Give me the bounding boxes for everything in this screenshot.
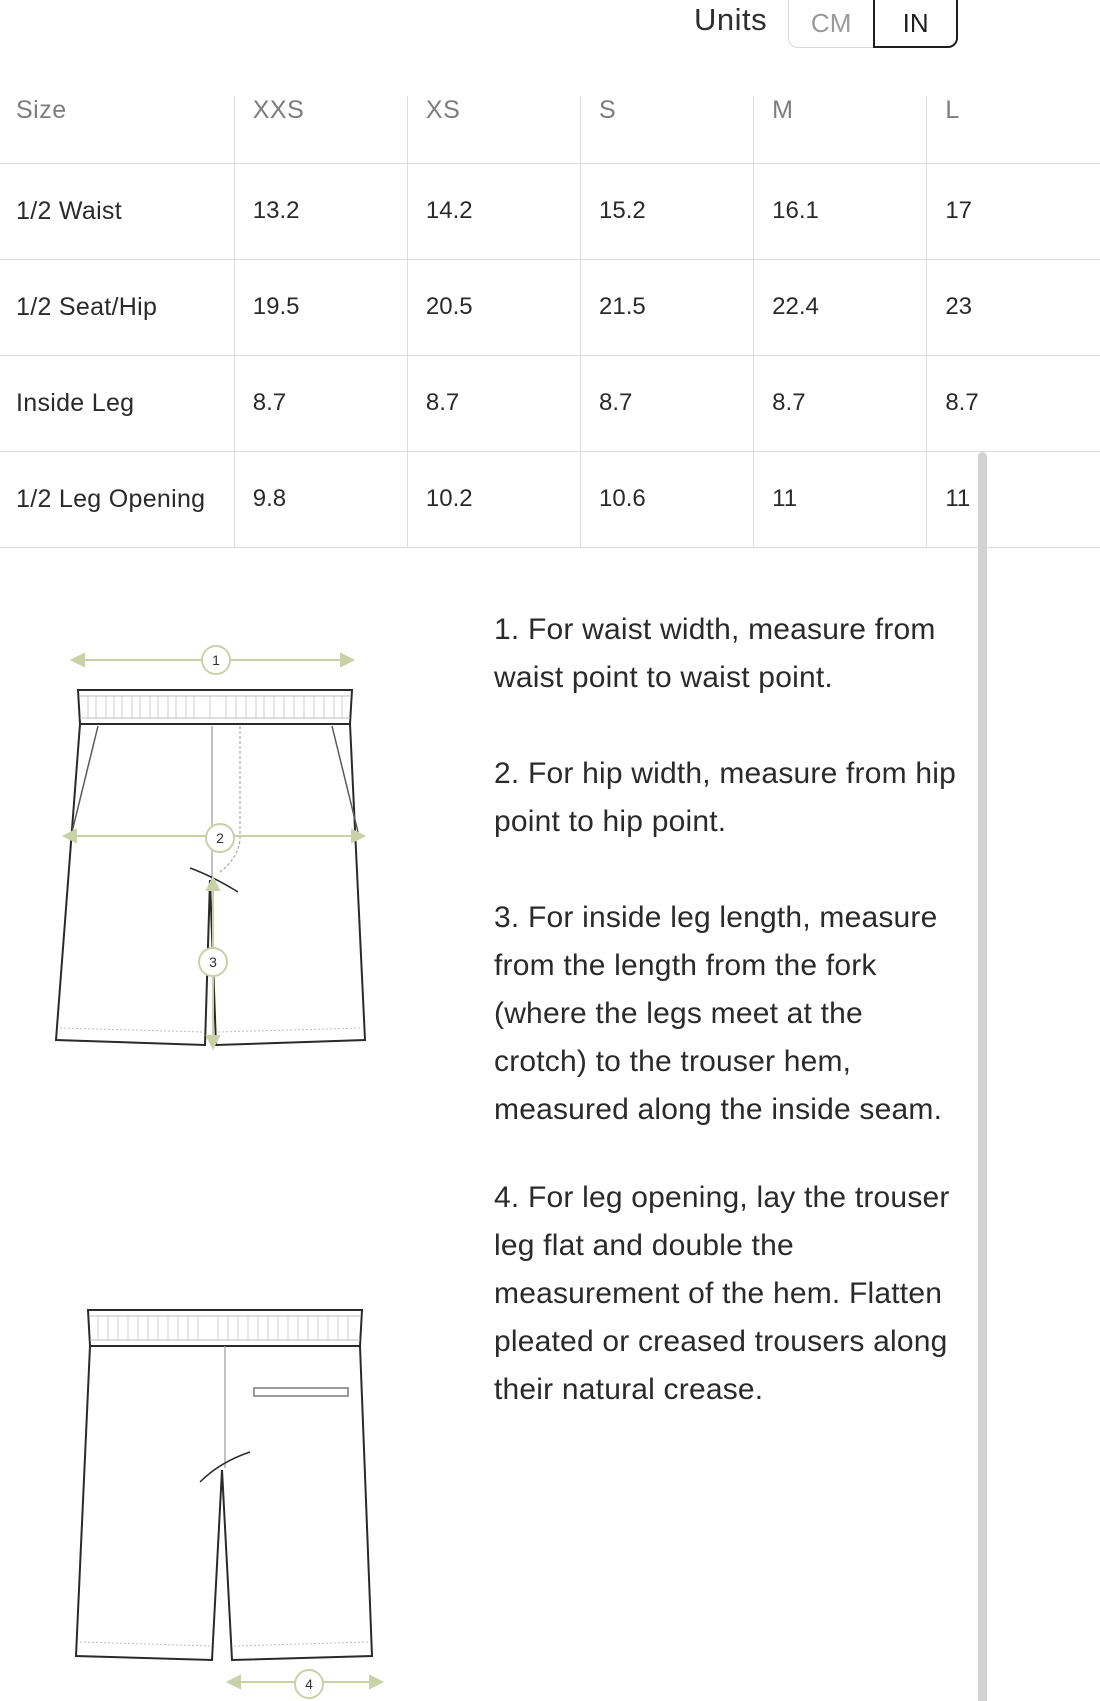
table-header-s: S bbox=[581, 96, 754, 163]
table-cell: 23 bbox=[927, 259, 1100, 355]
measurement-instructions bbox=[494, 606, 964, 1462]
table-cell: 8.7 bbox=[927, 355, 1100, 451]
shorts-back-diagram bbox=[70, 1300, 390, 1701]
table-cell: 19.5 bbox=[234, 259, 407, 355]
table-cell: 13.2 bbox=[234, 163, 407, 259]
row-label: 1/2 Leg Opening bbox=[0, 451, 234, 547]
table-cell: 9.8 bbox=[234, 451, 407, 547]
table-row-waist bbox=[0, 163, 1100, 259]
size-chart-table bbox=[0, 96, 979, 548]
table-cell: 16.1 bbox=[754, 163, 927, 259]
table-cell: 10.6 bbox=[581, 451, 754, 547]
marker-1-label: 1 bbox=[212, 652, 220, 668]
units-label: Units bbox=[694, 2, 768, 37]
table-row-leg-opening bbox=[0, 451, 1100, 547]
unit-toggle bbox=[788, 0, 958, 48]
table-cell: 8.7 bbox=[754, 355, 927, 451]
units-selector bbox=[694, 0, 958, 48]
table-cell: 14.2 bbox=[407, 163, 580, 259]
marker-4-label: 4 bbox=[305, 1676, 313, 1692]
instruction-leg-opening: 4. For leg opening, lay the trouser leg flat and double the measurement of the hem. Flatten pleated or creased trousers along their natural crease. bbox=[494, 1181, 950, 1406]
table-header-xxs: XXS bbox=[234, 96, 407, 163]
table-cell: 11 bbox=[927, 451, 1100, 547]
table-cell: 20.5 bbox=[407, 259, 580, 355]
table-cell: 10.2 bbox=[407, 451, 580, 547]
shorts-front-diagram bbox=[50, 640, 390, 1060]
table-cell: 8.7 bbox=[581, 355, 754, 451]
unit-in-button[interactable]: IN bbox=[873, 0, 958, 48]
table-header-l: L bbox=[927, 96, 1100, 163]
row-label: 1/2 Seat/Hip bbox=[0, 259, 234, 355]
table-row-seat-hip bbox=[0, 259, 1100, 355]
table-cell: 8.7 bbox=[407, 355, 580, 451]
row-label: Inside Leg bbox=[0, 355, 234, 451]
table-cell: 15.2 bbox=[581, 163, 754, 259]
instruction-waist: 1. For waist width, measure from waist point to waist point. bbox=[494, 613, 936, 694]
scrollbar[interactable] bbox=[978, 452, 987, 1701]
table-cell: 17 bbox=[927, 163, 1100, 259]
table-header-row bbox=[0, 96, 1100, 163]
table-cell: 22.4 bbox=[754, 259, 927, 355]
row-label: 1/2 Waist bbox=[0, 163, 234, 259]
table-row-inside-leg bbox=[0, 355, 1100, 451]
instruction-hip: 2. For hip width, measure from hip point to hip point. bbox=[494, 757, 956, 838]
marker-3-label: 3 bbox=[209, 954, 217, 970]
table-header-m: M bbox=[754, 96, 927, 163]
table-cell: 11 bbox=[754, 451, 927, 547]
table-header-size: Size bbox=[16, 96, 67, 124]
table-cell: 8.7 bbox=[234, 355, 407, 451]
instruction-inside-leg: 3. For inside leg length, measure from the length from the fork (where the legs meet at the crotch) to the trouser hem, measured along the inside seam. bbox=[494, 901, 943, 1126]
marker-2-label: 2 bbox=[216, 830, 224, 846]
table-cell: 21.5 bbox=[581, 259, 754, 355]
unit-cm-button[interactable]: CM bbox=[788, 0, 873, 48]
table-header-xs: XS bbox=[407, 96, 580, 163]
